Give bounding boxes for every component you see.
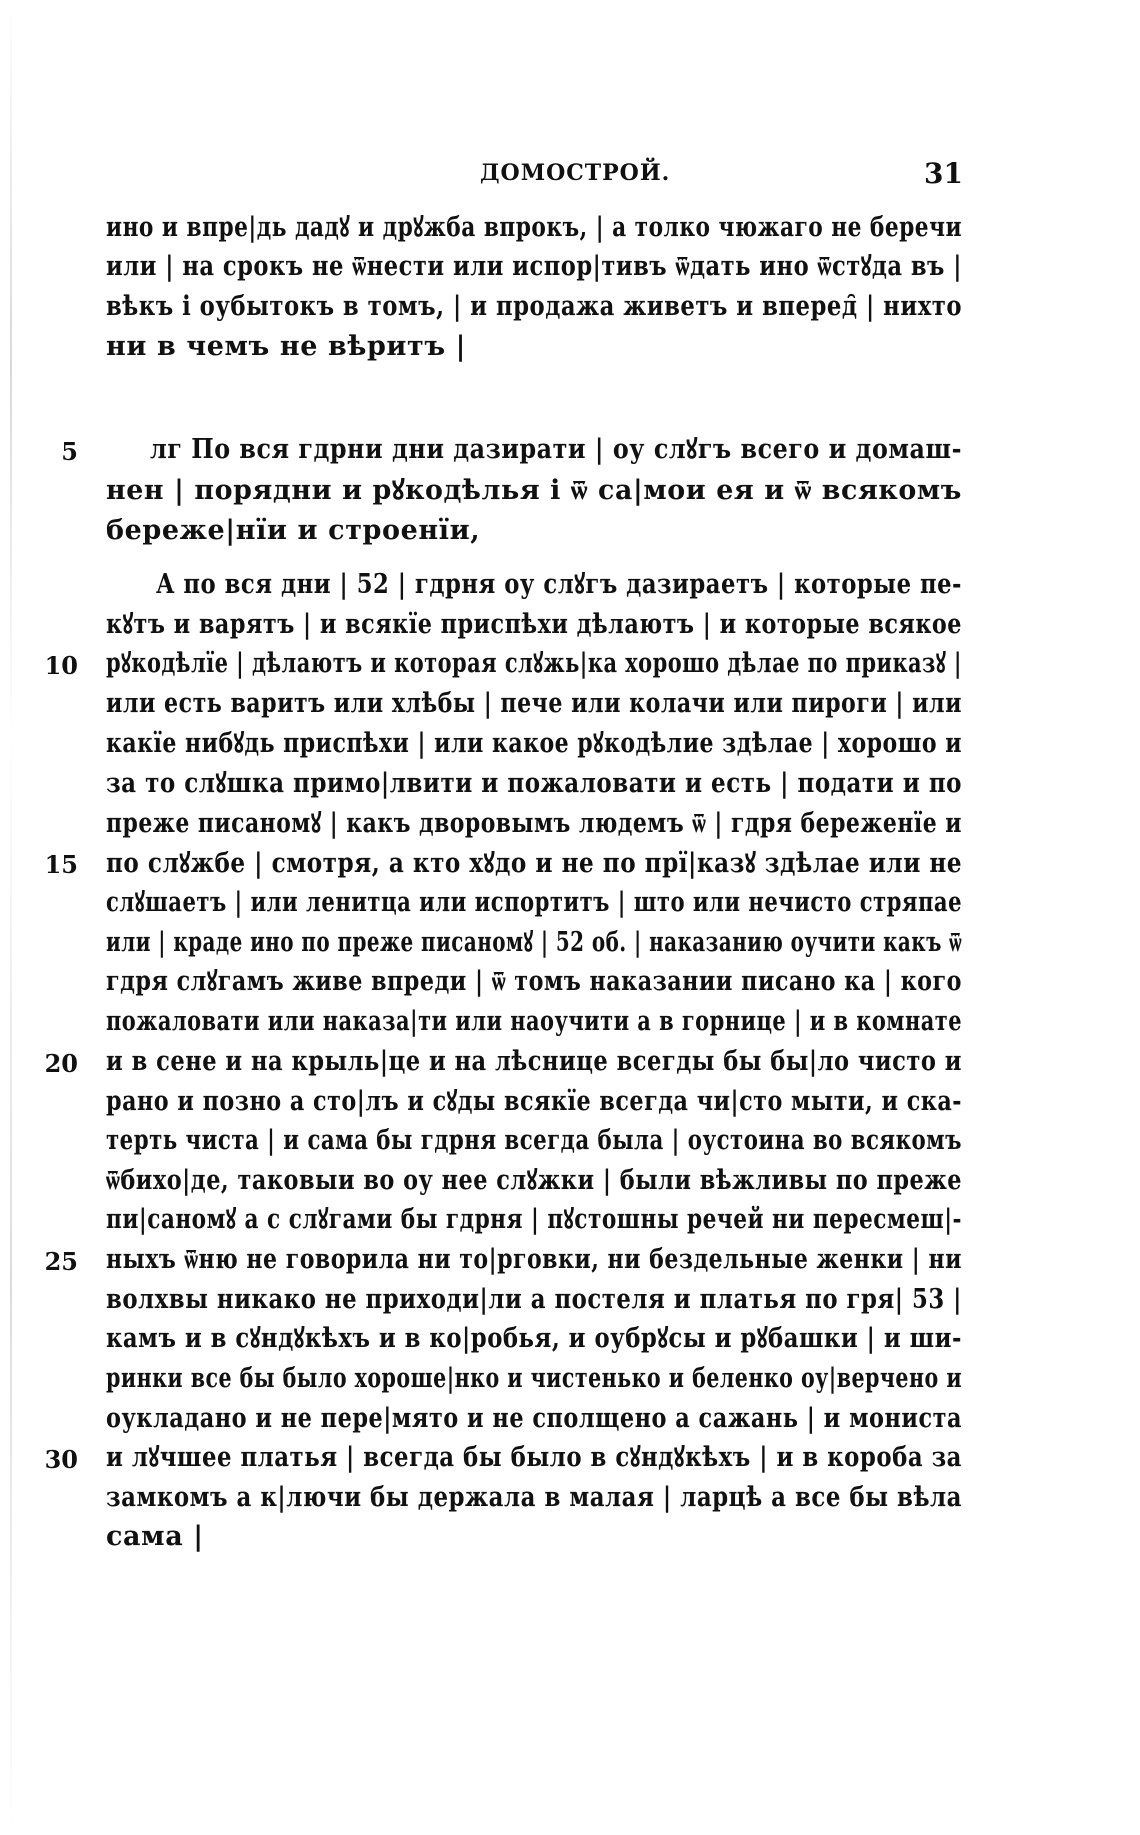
line-number: 15: [44, 850, 78, 879]
text-line: какїе нибꙋдь приспѣхи | или какое рꙋкодѣлие здѣлае | хорошо и: [106, 728, 963, 759]
text-line: ни в чемъ не вѣритъ |: [106, 331, 467, 362]
text-line: оукладано и не пере|мято и не сполщено а сажань | и монистa: [106, 1403, 963, 1434]
page-number: 31: [924, 157, 963, 190]
line-number: 25: [44, 1247, 78, 1276]
text-line: А по вся дни | 52 | гдрня оу слꙋгъ дазираетъ | которые пе-: [156, 569, 962, 600]
text-line: сама |: [106, 1521, 204, 1552]
text-line: или | на срокъ не ѿнести или испор|тивъ ѿдать ино ѿстꙋда въ |: [106, 251, 962, 282]
text-line: ныхъ ѿню не говорила ни то|рговки, ни бездельные женки | ни: [106, 1244, 962, 1275]
line-number: 30: [44, 1445, 78, 1474]
text-line: пи|саномꙋ а с слꙋгами бы гдрня | пꙋстошны речей ни пересмеш|-: [106, 1204, 963, 1235]
text-line: ринки все бы было хороше|нко и чистенько и беленко оу|верчено и: [106, 1363, 963, 1394]
text-line: рано и позно а сто|лъ и сꙋды всякїе всегда чи|сто мыти, и ска-: [106, 1086, 963, 1117]
text-line: или есть варитъ или хлѣбы | пече или колачи или пироги | или: [106, 688, 963, 719]
text-line: или | краде ино по преже писаномꙋ | 52 об. | наказанию оучити какъ ѿ: [106, 927, 962, 958]
text-line: слꙋшаетъ | или ленитца или испортитъ | што или нечисто стряпае: [106, 887, 963, 918]
line-number: 20: [44, 1049, 78, 1078]
running-head: ДОМОСТРОЙ.: [480, 160, 671, 186]
text-line: береже|нїи и строенїи,: [106, 515, 481, 546]
text-line: нен | порядни и рꙋкодѣлья і ѿ са|мои ея и ѿ всякомъ: [106, 475, 962, 506]
text-line: и в сене и на крыль|це и на лѣснице всегды бы бы|ло чисто и: [106, 1046, 962, 1077]
text-line: за то слꙋшка примо|лвити и пожаловати и есть | подати и по: [106, 768, 963, 799]
text-line: волхвы никако не приходи|ли а постеля и платья по гря| 53 |: [106, 1284, 962, 1315]
text-line: камъ и в сꙋндꙋкѣхъ и в ко|робья, и оубрꙋсы и рꙋбашки | и ши-: [106, 1323, 962, 1354]
text-line: ино и впре|дь дадꙋ и дрꙋжба впрокъ, | а толко чюжаго не беречи: [106, 212, 963, 243]
text-line: ѿбихо|де, таковыи во оу нее слꙋжки | были вѣжливы по преже: [106, 1165, 963, 1196]
text-line: рꙋкодѣлїе | дѣлаютъ и которая слꙋжь|ка хорошо дѣлае по приказꙋ |: [106, 648, 962, 679]
line-number: 5: [61, 437, 78, 466]
text-line: терть чиста | и сама бы гдрня всегда была | оустоина во всякомъ: [106, 1125, 962, 1156]
text-line: кꙋтъ и варятъ | и всякїе приспѣхи дѣлаютъ | и которые всякое: [106, 609, 962, 640]
text-line: пожаловати или наказа|ти или наоучити а в горнице | и в комнате: [106, 1006, 963, 1037]
text-line: и лꙋчшее платья | всегда бы было в сꙋндꙋкѣхъ | и в короба за: [106, 1442, 962, 1473]
line-number: 10: [44, 651, 78, 680]
text-line: по слꙋжбе | смотря, а кто хꙋдо и не по прї|казꙋ здѣлае или не: [106, 848, 963, 879]
text-line: вѣкъ і оубытокъ в томъ, | и продажа живетъ и вперед̑ | нихто: [106, 291, 963, 322]
text-line: преже писаномꙋ | какъ дворовымъ людемъ ѿ | гдря береженїе и: [106, 808, 962, 839]
text-line: гдря слꙋгамъ живе впреди | ѿ томъ наказании писано ка | кого: [106, 966, 962, 997]
text-line: лг По вся гдрни дни дазирати | оу слꙋгъ всего и домаш-: [150, 434, 962, 465]
text-line: замкомъ а к|лючи бы держала в малая | ларцѣ а все бы вѣла: [106, 1482, 963, 1513]
